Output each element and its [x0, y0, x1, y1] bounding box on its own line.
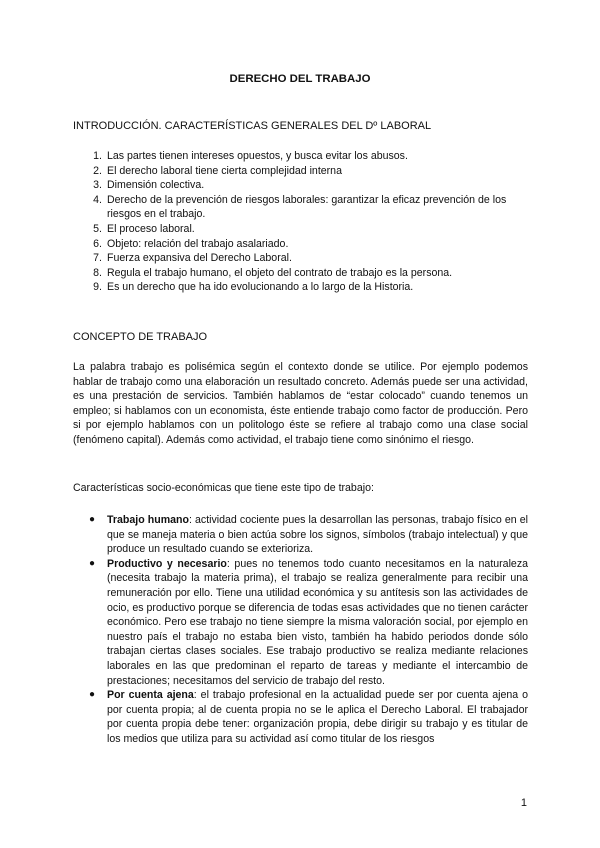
characteristic-text: : pues no tenemos todo cuanto necesitamos en la naturaleza (necesita trabajo la materia prima), el trabajo se realiza generalmente para recibir una remuneración por ello. Tiene una utilidad económica y su antítesis son las actividades de ocio, es productivo porque se diferencia de todas esas actividades que no tienen carácter económico. Pero ese trabajo no tiene siempre la misma valoración social, por ejemplo en nuestro país el trabajo no estaba bien visto, también ha habido periodos donde sólo trabajan ciertas clases sociales. Ese trabajo productivo se realiza mediante relaciones laborales en las que predominan el reparto de tareas y mediante el intercambio de prestaciones; necesitamos del servicio de trabajo del resto. — [107, 557, 529, 687]
bullet-icon: ● — [89, 689, 96, 701]
list-item-text: Regula el trabajo humano, el objeto del contrato de trabajo es la persona. — [107, 266, 453, 279]
list-item-number: 7. — [93, 252, 102, 265]
list-item-text: Objeto: relación del trabajo asalariado. — [107, 237, 289, 250]
bullet-icon: ● — [89, 514, 96, 525]
list-item-number: 1. — [93, 150, 102, 162]
list-item — [89, 557, 528, 688]
list-item — [88, 222, 533, 237]
list-item — [89, 688, 528, 746]
bullet-icon: ● — [89, 557, 96, 569]
intro-numbered-list — [88, 149, 533, 295]
list-item-number: 6. — [93, 237, 102, 250]
list-item-text: Dimensión colectiva. — [107, 179, 205, 192]
characteristic-term: Por cuenta ajena — [107, 689, 194, 702]
list-item-text: Las partes tienen intereses opuestos, y busca evitar los abusos. — [107, 150, 408, 162]
list-item-number: 9. — [93, 281, 102, 294]
list-item — [89, 513, 528, 557]
list-item — [88, 266, 533, 281]
list-item-number: 4. — [93, 193, 102, 206]
concept-paragraph: La palabra trabajo es polisémica según el contexto donde se utilice. Por ejemplo podemos hablar de trabajo como una elaboración un resultado concreto. Además puede ser una actividad, es una prestación de servicios. También hablamos de “estar colocado” cuando tenemos un empleo; si hablamos con un economista, éste entiende trabajo como factor de producción. Pero si por ejemplo hablamos con un politologo éste se refiere al trabajo como una clase social (fenómeno capital). Además como actividad, el trabajo tiene como sinónimo el riesgo. — [73, 361, 528, 446]
list-item-text: El proceso laboral. — [107, 222, 195, 235]
list-item-text: Es un derecho que ha ido evolucionando a lo largo de la Historia. — [107, 281, 414, 294]
list-item-text: Fuerza expansiva del Derecho Laboral. — [107, 252, 292, 265]
list-item-number: 2. — [93, 164, 102, 177]
list-item — [88, 164, 533, 179]
document-title: DERECHO DEL TRABAJO — [229, 73, 371, 85]
list-item — [88, 251, 533, 266]
characteristics-bullet-list — [89, 513, 528, 747]
list-item — [88, 237, 533, 252]
list-item — [88, 193, 533, 222]
list-item-number: 3. — [93, 179, 102, 192]
concept-heading: CONCEPTO DE TRABAJO — [73, 331, 208, 343]
list-item — [88, 280, 533, 295]
characteristic-term: Trabajo humano — [107, 514, 189, 526]
characteristic-term: Productivo y necesario — [107, 557, 227, 570]
list-item-text: El derecho laboral tiene cierta complejidad interna — [107, 164, 342, 177]
intro-heading: INTRODUCCIÓN. CARACTERÍSTICAS GENERALES DEL Dº LABORAL — [73, 120, 432, 132]
page-number: 1 — [520, 797, 527, 809]
characteristic-text: : actividad cociente pues la desarrollan las personas, trabajo físico en el que se maneja materia o bien actúa sobre los signos, símbolos (trabajo intelectual) y que produce un resultado cuando se exterioriza. — [107, 514, 528, 556]
list-item-number: 8. — [93, 266, 102, 279]
list-item — [88, 178, 533, 193]
list-item — [88, 149, 533, 164]
list-item-number: 5. — [93, 222, 102, 235]
characteristic-text: : el trabajo profesional en la actualidad puede ser por cuenta ajena o por cuenta propia; al de cuenta propia no se le aplica el Derecho Laboral. El trabajador por cuenta propia debe tener: organización propia, debe dirigir su trabajo y es titular de los medios que utiliza para su actividad así como titular de los riesgos — [107, 689, 528, 745]
list-item-text: Derecho de la prevención de riesgos laborales: garantizar la eficaz prevención de los riesgos en el trabajo. — [107, 193, 507, 221]
characteristics-intro: Características socio-económicas que tiene este tipo de trabajo: — [73, 482, 374, 494]
